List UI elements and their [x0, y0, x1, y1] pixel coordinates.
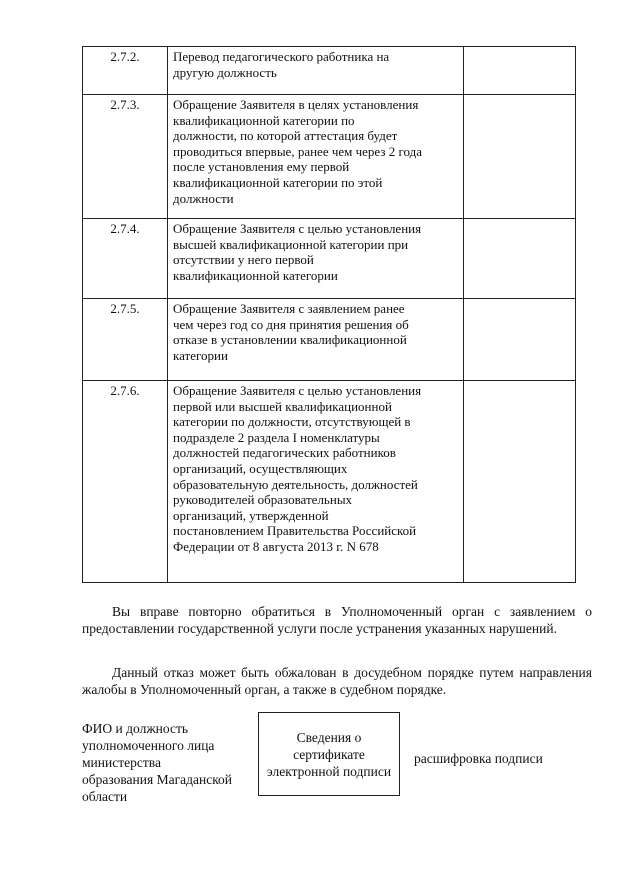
reason-line: высшей квалификационной категории при: [173, 236, 409, 252]
reason-line: квалификационной категории по этой: [173, 174, 383, 190]
official-line: области: [82, 789, 128, 804]
reason-line: отказе в установлении квалификационной: [173, 332, 407, 348]
signature-certificate-box: [258, 712, 400, 796]
reason-line: постановлением Правительства Российской: [173, 523, 417, 539]
table-row: [83, 47, 576, 95]
row-number: 2.7.6.: [83, 381, 168, 583]
reason-line: Обращение Заявителя в целях установления: [173, 97, 419, 112]
refusal-reasons-table: [82, 46, 576, 583]
certificate-line: Сведения о: [296, 729, 362, 745]
official-line: образования Магаданской: [82, 772, 233, 787]
official-line: уполномоченного лица: [82, 738, 215, 753]
table-row: [83, 95, 576, 219]
official-label: [82, 720, 257, 805]
row-reason-text: [168, 381, 464, 583]
reason-line: Обращение Заявителя с заявлением ранее: [173, 301, 405, 316]
paragraph-reapply: Вы вправе повторно обратиться в Уполномоченный орган с заявлением о предоставлении государственной услуги после устранения указанных нарушений.: [82, 604, 592, 636]
paragraph-appeal: Данный отказ может быть обжалован в досудебном порядке путем направления жалобы в Уполномоченный орган, а также в судебном порядке.: [82, 665, 592, 697]
official-line: министерства: [82, 755, 161, 770]
official-line: ФИО и должность: [82, 721, 189, 736]
reason-line: Обращение Заявителя с целью установления: [173, 221, 422, 236]
certificate-line: сертификате: [293, 746, 365, 762]
row-number: 2.7.5.: [83, 299, 168, 381]
row-number: 2.7.3.: [83, 95, 168, 219]
reason-line: другую должность: [173, 64, 277, 80]
reason-line: должностей педагогических работников: [173, 445, 396, 461]
table-row: [83, 381, 576, 583]
reason-line: образовательную деятельность, должностей: [173, 476, 418, 492]
row-empty-cell: [464, 219, 576, 299]
table-row: [83, 299, 576, 381]
row-number: 2.7.4.: [83, 219, 168, 299]
row-empty-cell: [464, 381, 576, 583]
reason-line: руководителей образовательных: [173, 492, 353, 508]
row-empty-cell: [464, 47, 576, 95]
reason-line: должности, по которой аттестация будет: [173, 128, 398, 144]
reason-line: квалификационной категории по: [173, 112, 355, 128]
reason-line: Обращение Заявителя с целью установления: [173, 383, 422, 398]
certificate-line: электронной подписи: [266, 763, 392, 779]
reason-line: проводиться впервые, ранее чем через 2 года: [173, 143, 423, 159]
row-reason-text: [168, 299, 464, 381]
reason-line: подразделе 2 раздела I номенклатуры: [173, 429, 380, 445]
row-empty-cell: [464, 299, 576, 381]
row-reason-text: [168, 95, 464, 219]
row-reason-text: [168, 47, 464, 95]
reason-line: первой или высшей квалификационной: [173, 398, 392, 414]
reason-line: Федерации от 8 августа 2013 г. N 678: [173, 538, 379, 554]
reason-line: категории по должности, отсутствующей в: [173, 414, 411, 430]
signature-decode-label: расшифровка подписи: [414, 751, 543, 766]
row-number: 2.7.2.: [83, 47, 168, 95]
reason-line: организаций, осуществляющих: [173, 460, 348, 476]
reason-line: квалификационной категории: [173, 267, 338, 283]
reason-line: организаций, утвержденной: [173, 507, 329, 523]
reason-line: категории: [173, 347, 228, 363]
reason-line: должности: [173, 190, 234, 206]
reason-line: после установления ему первой: [173, 159, 350, 175]
reason-line: отсутствии у него первой: [173, 252, 314, 268]
reason-line: Перевод педагогического работника на: [173, 49, 390, 64]
row-reason-text: [168, 219, 464, 299]
table-row: [83, 219, 576, 299]
reason-line: чем через год со дня принятия решения об: [173, 316, 409, 332]
row-empty-cell: [464, 95, 576, 219]
